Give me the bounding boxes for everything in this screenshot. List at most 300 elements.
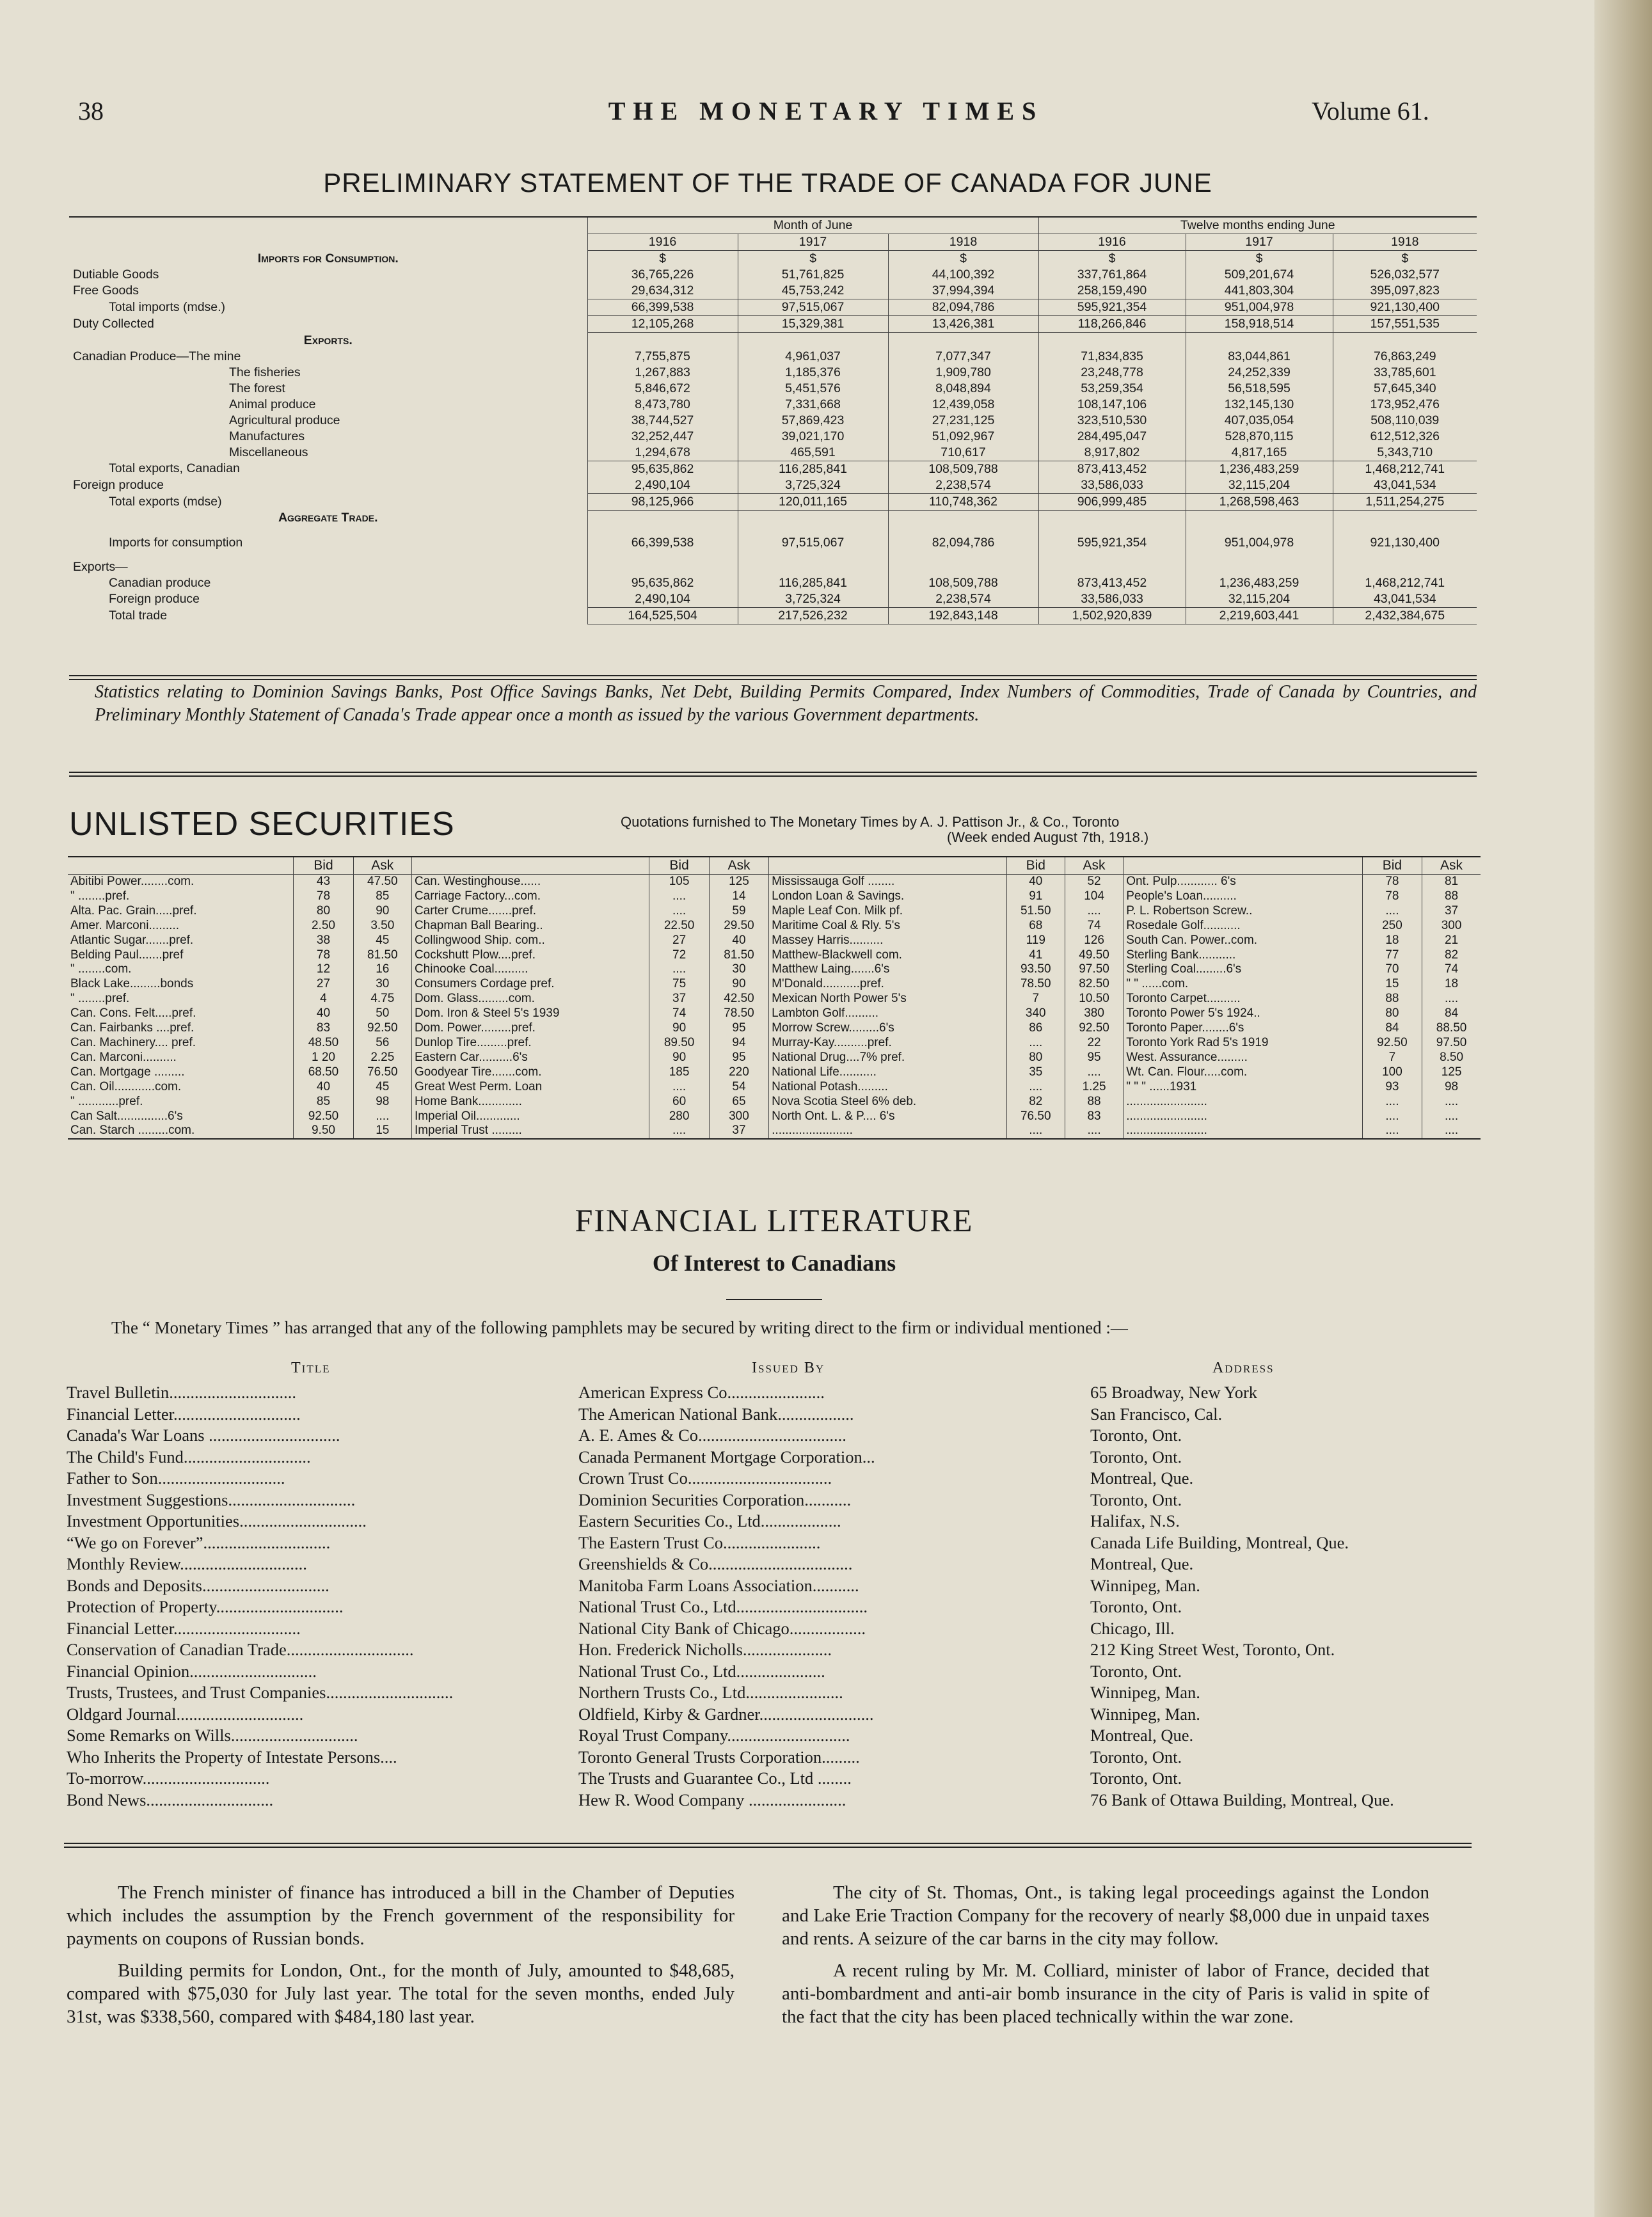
bid-value: 119 — [1006, 934, 1065, 948]
trade-value: 3,725,324 — [738, 591, 888, 608]
pamphlet-issuer: Hew R. Wood Company ....................... — [578, 1790, 846, 1809]
ask-value: 15 — [353, 1124, 411, 1139]
pamphlet-address: Toronto, Ont. — [1090, 1490, 1182, 1509]
bid-value: .... — [1006, 1124, 1065, 1139]
bid-value: 78 — [1362, 889, 1422, 904]
bid-value: .... — [1362, 1095, 1422, 1109]
trade-value: 1,236,483,259 — [1186, 461, 1333, 477]
ask-value: .... — [1422, 1095, 1481, 1109]
security-row — [68, 934, 1481, 948]
ask-value: 84 — [1422, 1006, 1481, 1021]
trade-value: 1,502,920,839 — [1038, 608, 1186, 624]
trade-value: 5,343,710 — [1333, 445, 1477, 461]
pamphlet-title: The Child's Fund.............................. — [67, 1447, 311, 1466]
pamphlet-address: Halifax, N.S. — [1090, 1511, 1180, 1530]
quotations-source: Quotations furnished to The Monetary Times by A. J. Pattison Jr., & Co., Toronto — [621, 814, 1120, 830]
trade-value: 157,551,535 — [1333, 316, 1477, 333]
trade-value: 951,004,978 — [1186, 526, 1333, 559]
trade-row-label: Total trade — [109, 608, 168, 623]
trade-value: $ — [1038, 251, 1186, 267]
pamphlet-title: “We go on Forever”.............................. — [67, 1532, 331, 1552]
trade-row — [69, 608, 1477, 624]
ask-value: 21 — [1422, 934, 1481, 948]
ask-value: 52 — [1065, 875, 1123, 889]
trade-value: 2,490,104 — [587, 591, 738, 608]
trade-row — [69, 559, 1477, 575]
trade-value — [738, 510, 888, 526]
bid-value: 88 — [1362, 992, 1422, 1006]
trade-value: 5,846,672 — [587, 381, 738, 397]
bid-value: 18 — [1362, 934, 1422, 948]
trade-value: 1,236,483,259 — [1186, 575, 1333, 591]
security-name: Morrow Screw.........6's — [769, 1021, 1006, 1036]
security-name: Eastern Car..........6's — [411, 1051, 649, 1065]
pamphlet-issuer: National Trust Co., Ltd..................... — [578, 1661, 825, 1681]
pamphlet-issuer: Manitoba Farm Loans Association........... — [578, 1575, 859, 1595]
security-name: Mississauga Golf ........ — [769, 875, 1006, 889]
trade-value: 528,870,115 — [1186, 429, 1333, 445]
security-name-header — [769, 857, 1006, 875]
security-row — [68, 1109, 1481, 1124]
security-name: ........................ — [1124, 1109, 1363, 1124]
month-of-june-header: Month of June — [587, 217, 1038, 234]
trade-value — [888, 559, 1038, 575]
trade-value: 15,329,381 — [738, 316, 888, 333]
trade-row — [69, 381, 1477, 397]
trade-row-label: Imports for Consumption. — [257, 251, 399, 266]
security-name: Wt. Can. Flour.....com. — [1124, 1065, 1363, 1080]
trade-value: 8,473,780 — [587, 397, 738, 413]
security-name: " ........pref. — [70, 992, 130, 1006]
pamphlet-issuer: American Express Co....................... — [578, 1383, 825, 1402]
security-name: National Drug....7% pref. — [769, 1051, 1006, 1065]
trade-value — [1186, 510, 1333, 526]
ask-value: 98 — [353, 1095, 411, 1109]
security-name: Can. Marconi.......... — [70, 1050, 177, 1064]
security-name: Belding Paul.......pref — [70, 948, 184, 962]
security-name: National Life........... — [769, 1065, 1006, 1080]
year-header: 1918 — [1333, 234, 1477, 251]
bid-value: 84 — [1362, 1021, 1422, 1036]
trade-value — [1038, 510, 1186, 526]
bid-value: 76.50 — [1006, 1109, 1065, 1124]
pamphlet-title: Financial Letter.............................. — [67, 1618, 301, 1638]
trade-row-label: Foreign produce — [109, 592, 200, 607]
bid-value: 82 — [1006, 1095, 1065, 1109]
bid-value: 78 — [1362, 875, 1422, 889]
trade-value: 108,147,106 — [1038, 397, 1186, 413]
trade-row-label: The fisheries — [229, 365, 301, 379]
trade-value: 82,094,786 — [888, 299, 1038, 316]
trade-value: 2,432,384,675 — [1333, 608, 1477, 624]
trade-row-label: Foreign produce — [73, 477, 164, 492]
bid-value: 12 — [294, 962, 353, 977]
security-name: " " ......com. — [1124, 977, 1363, 992]
security-row — [68, 1006, 1481, 1021]
bid-value: .... — [1362, 1124, 1422, 1139]
trade-value: 1,268,598,463 — [1186, 493, 1333, 510]
trade-value: 4,817,165 — [1186, 445, 1333, 461]
security-name-header — [68, 857, 294, 875]
security-name: Goodyear Tire.......com. — [411, 1065, 649, 1080]
trade-row-label: Total imports (mdse.) — [109, 300, 226, 314]
pamphlet-address: Toronto, Ont. — [1090, 1597, 1182, 1616]
ask-value: 40 — [709, 934, 768, 948]
trade-value: 32,115,204 — [1186, 477, 1333, 494]
ask-header: Ask — [709, 857, 768, 875]
security-name: Dom. Iron & Steel 5's 1939 — [411, 1006, 649, 1021]
security-name: Mexican North Power 5's — [769, 992, 1006, 1006]
pamphlet-issuer: Dominion Securities Corporation........... — [578, 1490, 852, 1509]
bid-value: 27 — [649, 934, 709, 948]
unlisted-securities-title: UNLISTED SECURITIES — [69, 806, 455, 843]
trade-row — [69, 316, 1477, 333]
ask-value: 65 — [709, 1095, 768, 1109]
security-name: Lambton Golf.......... — [769, 1006, 1006, 1021]
ask-value: 45 — [353, 934, 411, 948]
security-name: " " " ......1931 — [1124, 1080, 1363, 1095]
ask-value: 10.50 — [1065, 992, 1123, 1006]
security-name: National Potash......... — [769, 1080, 1006, 1095]
bid-value: .... — [649, 1080, 709, 1095]
ask-value: .... — [1065, 1065, 1123, 1080]
ask-value: 45 — [353, 1080, 411, 1095]
bid-value: 40 — [294, 1006, 353, 1021]
bid-value: 90 — [649, 1051, 709, 1065]
trade-value: 921,130,400 — [1333, 299, 1477, 316]
security-name: Sterling Coal.........6's — [1124, 962, 1363, 977]
security-row — [68, 919, 1481, 934]
ask-value: 220 — [709, 1065, 768, 1080]
trade-value: 82,094,786 — [888, 526, 1038, 559]
pamphlet-issuer: The Eastern Trust Co....................... — [578, 1532, 821, 1552]
ask-value: .... — [1065, 904, 1123, 919]
trade-value: 29,634,312 — [587, 283, 738, 299]
ask-value: .... — [1065, 1124, 1123, 1139]
trade-value — [587, 510, 738, 526]
security-name: " ........pref. — [70, 889, 130, 903]
ask-value: 95 — [709, 1021, 768, 1036]
trade-value: 132,145,130 — [1186, 397, 1333, 413]
security-name: Atlantic Sugar.......pref. — [70, 933, 194, 947]
security-name: Imperial Trust ......... — [411, 1124, 649, 1139]
bid-value: 51.50 — [1006, 904, 1065, 919]
bid-value: 9.50 — [294, 1124, 353, 1139]
bid-value: 91 — [1006, 889, 1065, 904]
trade-value: 258,159,490 — [1038, 283, 1186, 299]
trade-value: 7,331,668 — [738, 397, 888, 413]
bid-value: 68.50 — [294, 1065, 353, 1080]
column-issued-by-heading: Issued By — [752, 1360, 825, 1376]
security-name: North Ont. L. & P.... 6's — [769, 1109, 1006, 1124]
trade-value: 2,238,574 — [888, 591, 1038, 608]
pamphlet-title: Canada's War Loans ............................... — [67, 1426, 340, 1445]
security-name: Home Bank............. — [411, 1095, 649, 1109]
ask-header: Ask — [1065, 857, 1123, 875]
bid-value: 80 — [1362, 1006, 1422, 1021]
trade-value: 441,803,304 — [1186, 283, 1333, 299]
ask-value: 59 — [709, 904, 768, 919]
trade-value — [738, 333, 888, 349]
bid-value: 40 — [1006, 875, 1065, 889]
bid-value: 78.50 — [1006, 977, 1065, 992]
trade-value: 98,125,966 — [587, 493, 738, 510]
pamphlet-title: Financial Letter.............................. — [67, 1404, 301, 1424]
bid-value: 60 — [649, 1095, 709, 1109]
news-item-french-bill: The French minister of finance has introduced a bill in the Chamber of Deputies which includes the assumption by the French government of the responsibility for payments on coupons of Russian bonds. — [67, 1882, 735, 1949]
pamphlet-address: 65 Broadway, New York — [1090, 1383, 1258, 1402]
ask-value: 74 — [1422, 962, 1481, 977]
ask-value: 30 — [709, 962, 768, 977]
trade-value: 5,451,576 — [738, 381, 888, 397]
bid-value: 74 — [649, 1006, 709, 1021]
pamphlet-issuer: A. E. Ames & Co................................... — [578, 1426, 846, 1445]
publication-title: THE MONETARY TIMES — [608, 97, 1044, 125]
security-row — [68, 904, 1481, 919]
security-row — [68, 948, 1481, 963]
security-name-header — [1124, 857, 1363, 875]
pamphlet-address: Toronto, Ont. — [1090, 1768, 1182, 1788]
pamphlet-address: Montreal, Que. — [1090, 1468, 1194, 1488]
trade-value: 33,586,033 — [1038, 591, 1186, 608]
trade-value: $ — [738, 251, 888, 267]
trade-row-label: Imports for consumption — [109, 535, 243, 550]
bid-value: 43 — [294, 875, 353, 889]
pamphlet-title: Financial Opinion.............................. — [67, 1661, 317, 1681]
pamphlet-address: Toronto, Ont. — [1090, 1426, 1182, 1445]
trade-value: 612,512,326 — [1333, 429, 1477, 445]
bid-value: 38 — [294, 934, 353, 948]
pamphlet-address: Winnipeg, Man. — [1090, 1704, 1200, 1724]
trade-row-label: Total exports, Canadian — [109, 461, 240, 476]
ask-value: 85 — [353, 889, 411, 904]
bid-value: 83 — [294, 1021, 353, 1036]
trade-value: 66,399,538 — [587, 299, 738, 316]
bid-value: .... — [649, 962, 709, 977]
trade-value: 158,918,514 — [1186, 316, 1333, 333]
pamphlet-title: Protection of Property.............................. — [67, 1597, 344, 1616]
trade-row — [69, 429, 1477, 445]
bid-value: 40 — [294, 1080, 353, 1095]
trade-value — [1333, 559, 1477, 575]
trade-row-label: Duty Collected — [73, 317, 154, 331]
bid-value: .... — [649, 1124, 709, 1139]
pamphlet-issuer: Oldfield, Kirby & Gardner........................... — [578, 1704, 874, 1724]
ask-value: 98 — [1422, 1080, 1481, 1095]
trade-statement-table — [69, 216, 1477, 624]
trade-row — [69, 510, 1477, 526]
bid-value: 78 — [294, 889, 353, 904]
year-header: 1917 — [1186, 234, 1333, 251]
security-row — [68, 992, 1481, 1006]
security-row — [68, 875, 1481, 889]
trade-value: 53,259,354 — [1038, 381, 1186, 397]
trade-value: 921,130,400 — [1333, 526, 1477, 559]
trade-value: $ — [587, 251, 738, 267]
bid-header: Bid — [294, 857, 353, 875]
bid-value: 75 — [649, 977, 709, 992]
bid-value: 48.50 — [294, 1036, 353, 1051]
security-name: Collingwood Ship. com.. — [411, 934, 649, 948]
ask-value: 3.50 — [353, 919, 411, 934]
trade-value: 27,231,125 — [888, 413, 1038, 429]
monthly-statistics-notice: Statistics relating to Dominion Savings Banks, Post Office Savings Banks, Net Debt, Building Permits Compared, Index Numbers of Commodities, Trade of Canada by Countries, and Preliminary Monthly Statement of Canada's Trade appear once a month as issued by the various Government departments. — [95, 682, 1477, 725]
trade-value: 710,617 — [888, 445, 1038, 461]
trade-row — [69, 333, 1477, 349]
bid-value: 92.50 — [1362, 1036, 1422, 1051]
trade-row-label: Free Goods — [73, 283, 139, 298]
trade-value: 23,248,778 — [1038, 365, 1186, 381]
pamphlet-address: Canada Life Building, Montreal, Que. — [1090, 1532, 1349, 1552]
ask-value: 97.50 — [1065, 962, 1123, 977]
ask-value: .... — [1422, 992, 1481, 1006]
ask-value: .... — [353, 1109, 411, 1124]
trade-value — [888, 510, 1038, 526]
trade-value: 51,761,825 — [738, 267, 888, 283]
trade-value: 43,041,534 — [1333, 477, 1477, 494]
security-name: Amer. Marconi......... — [70, 918, 179, 932]
pamphlet-issuer: Canada Permanent Mortgage Corporation... — [578, 1447, 875, 1466]
pamphlet-address: Winnipeg, Man. — [1090, 1575, 1200, 1595]
bid-value: 89.50 — [649, 1036, 709, 1051]
trade-value: 192,843,148 — [888, 608, 1038, 624]
trade-value: 76,863,249 — [1333, 349, 1477, 365]
trade-value: 8,048,894 — [888, 381, 1038, 397]
security-name: People's Loan.......... — [1124, 889, 1363, 904]
trade-value: 118,266,846 — [1038, 316, 1186, 333]
trade-value: 44,100,392 — [888, 267, 1038, 283]
trade-row — [69, 591, 1477, 608]
trade-value: 164,525,504 — [587, 608, 738, 624]
volume-label: Volume 61. — [1312, 97, 1429, 125]
bid-value: 250 — [1362, 919, 1422, 934]
ask-value: 125 — [709, 875, 768, 889]
trade-value: 1,511,254,275 — [1333, 493, 1477, 510]
security-name: Can. Cons. Felt.....pref. — [70, 1006, 196, 1021]
bid-value: 72 — [649, 948, 709, 963]
trade-row — [69, 299, 1477, 316]
ask-value: 126 — [1065, 934, 1123, 948]
trade-row-label: Exports. — [303, 333, 353, 347]
year-header: 1916 — [587, 234, 738, 251]
security-name: Dom. Power.........pref. — [411, 1021, 649, 1036]
ask-value: 82 — [1422, 948, 1481, 963]
bid-value: .... — [1362, 1109, 1422, 1124]
pamphlet-issuer: Crown Trust Co.................................. — [578, 1468, 832, 1488]
bid-value: 90 — [649, 1021, 709, 1036]
trade-value: 3,725,324 — [738, 477, 888, 494]
trade-value: 39,021,170 — [738, 429, 888, 445]
trade-value: 12,105,268 — [587, 316, 738, 333]
trade-value: 108,509,788 — [888, 575, 1038, 591]
trade-value: 37,994,394 — [888, 283, 1038, 299]
pamphlet-address: Toronto, Ont. — [1090, 1447, 1182, 1466]
news-column-left — [67, 1881, 735, 2037]
twelve-months-header: Twelve months ending June — [1038, 217, 1477, 234]
trade-value — [1333, 510, 1477, 526]
ask-value: 88 — [1422, 889, 1481, 904]
trade-row-label: The forest — [229, 381, 285, 395]
ask-value: 95 — [709, 1051, 768, 1065]
ask-value: 42.50 — [709, 992, 768, 1006]
security-name: Carter Crume.......pref. — [411, 904, 649, 919]
trade-value: 173,952,476 — [1333, 397, 1477, 413]
column-title-heading: Title — [291, 1360, 331, 1376]
security-name: Maritime Coal & Rly. 5's — [769, 919, 1006, 934]
bid-value: .... — [649, 904, 709, 919]
security-name: West. Assurance......... — [1124, 1051, 1363, 1065]
bid-value: 80 — [1006, 1051, 1065, 1065]
page-edge-shadow — [1594, 0, 1652, 2217]
trade-row — [69, 461, 1477, 477]
ask-value: 50 — [353, 1006, 411, 1021]
year-header: 1918 — [888, 234, 1038, 251]
security-name: M'Donald...........pref. — [769, 977, 1006, 992]
financial-literature-subtitle: Of Interest to Canadians — [652, 1250, 896, 1276]
pamphlet-address: San Francisco, Cal. — [1090, 1404, 1223, 1424]
pamphlet-issuer: National Trust Co., Ltd............................... — [578, 1597, 868, 1616]
trade-value: 36,765,226 — [587, 267, 738, 283]
ask-value: 300 — [1422, 919, 1481, 934]
ask-value: 95 — [1065, 1051, 1123, 1065]
trade-value: 97,515,067 — [738, 299, 888, 316]
pamphlet-issuer: National City Bank of Chicago.................. — [578, 1618, 866, 1638]
trade-value: 120,011,165 — [738, 493, 888, 510]
trade-row-label: Canadian produce — [109, 576, 211, 590]
security-row — [68, 1021, 1481, 1036]
trade-value: 97,515,067 — [738, 526, 888, 559]
bid-value: 86 — [1006, 1021, 1065, 1036]
ask-value: 97.50 — [1422, 1036, 1481, 1051]
pamphlet-title: Investment Suggestions.............................. — [67, 1490, 356, 1509]
bid-value: 35 — [1006, 1065, 1065, 1080]
bid-header: Bid — [1006, 857, 1065, 875]
pamphlet-title: Who Inherits the Property of Intestate Persons.... — [67, 1747, 397, 1767]
security-name: Toronto Carpet.......... — [1124, 992, 1363, 1006]
trade-value: 24,252,339 — [1186, 365, 1333, 381]
security-name: Can. Starch .........com. — [70, 1124, 195, 1138]
pamphlet-title: Conservation of Canadian Trade.............................. — [67, 1640, 414, 1659]
security-name: " ........com. — [70, 962, 132, 976]
ask-value: 74 — [1065, 919, 1123, 934]
bid-value: 2.50 — [294, 919, 353, 934]
security-name: Maple Leaf Con. Milk pf. — [769, 904, 1006, 919]
bid-value: 4 — [294, 992, 353, 1006]
trade-value: 33,785,601 — [1333, 365, 1477, 381]
trade-value: 57,869,423 — [738, 413, 888, 429]
security-name: Abitibi Power........com. — [70, 875, 195, 888]
trade-value: 116,285,841 — [738, 461, 888, 477]
trade-row-label: Total exports (mdse) — [109, 494, 222, 509]
ask-value: .... — [1422, 1109, 1481, 1124]
news-item-london-permits: Building permits for London, Ont., for the month of July, amounted to $48,685, compared with $75,030 for July last year. The total for the seven months, ended July 31st, was $338,560, compared with $484,180 last year. — [67, 1960, 735, 2027]
trade-value: 4,961,037 — [738, 349, 888, 365]
security-row — [68, 889, 1481, 904]
bid-value: 1 20 — [294, 1051, 353, 1065]
trade-row-label: Exports— — [73, 560, 128, 574]
trade-value: 108,509,788 — [888, 461, 1038, 477]
ask-value: 94 — [709, 1036, 768, 1051]
trade-value: 395,097,823 — [1333, 283, 1477, 299]
security-name: Dom. Glass.........com. — [411, 992, 649, 1006]
ask-value: 29.50 — [709, 919, 768, 934]
news-item-st-thomas: The city of St. Thomas, Ont., is taking legal proceedings against the London and Lake Erie Traction Company for the recovery of nearly $8,000 due in unpaid taxes and rents. A seizure of the car barns in the city may follow. — [782, 1882, 1429, 1949]
trade-value: 1,267,883 — [587, 365, 738, 381]
trade-row — [69, 526, 1477, 559]
security-name: Chinooke Coal.......... — [411, 962, 649, 977]
trade-value: 32,115,204 — [1186, 591, 1333, 608]
pamphlet-address: Winnipeg, Man. — [1090, 1683, 1200, 1702]
